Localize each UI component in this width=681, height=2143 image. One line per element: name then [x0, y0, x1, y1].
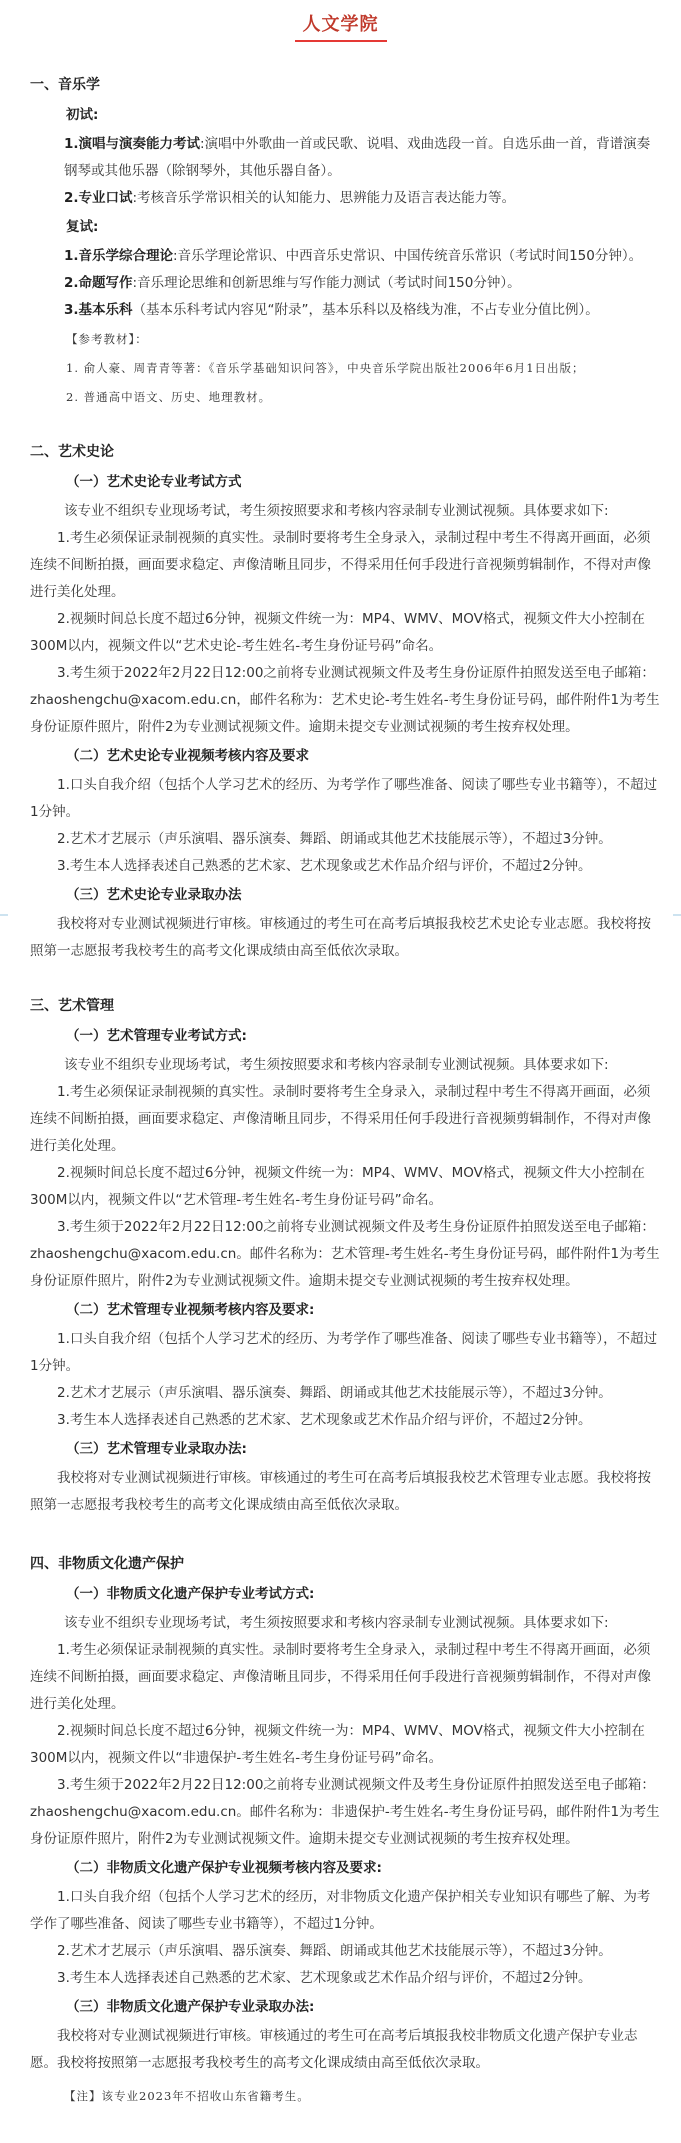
edge-mark-left: [0, 914, 8, 916]
music-item-1: [30, 131, 660, 185]
paragraph: 3.考生须于2022年2月22日12:00之前将专业测试视频文件及考生身份证原件拍照发送至电子邮箱：zhaoshengchu@xacom.edu.cn。邮件名称为：非遗保护-考生姓名-考生身份证号码，邮件附件1为考生身份证原件照片，附件2为专业测试视频文件。逾期未提交专业测试视频的考生按弃权处理。: [30, 1777, 660, 1847]
retest-label: 复试:: [66, 219, 99, 235]
subsection-heading: （一）非物质文化遗产保护专业考试方式:: [66, 1586, 315, 1602]
reference-heading: 【参考教材】：: [66, 332, 148, 346]
subsection-heading: （三）艺术史论专业录取办法: [66, 887, 242, 903]
subsection-heading: （三）非物质文化遗产保护专业录取办法:: [66, 1999, 315, 2015]
paragraph: 3.考生须于2022年2月22日12:00之前将专业测试视频文件及考生身份证原件拍照发送至电子邮箱：zhaoshengchu@xacom.edu.cn。邮件名称为：艺术管理-考生姓名-考生身份证号码，邮件附件1为考生身份证原件照片，附件2为专业测试视频文件。逾期未提交专业测试视频的考生按弃权处理。: [30, 1219, 660, 1289]
paragraph: 2.艺术才艺展示（声乐演唱、器乐演奏、舞蹈、朗诵或其他艺术技能展示等），不超过3分钟。: [57, 1385, 612, 1401]
paragraph: 2.视频时间总长度不超过6分钟，视频文件统一为：MP4、WMV、MOV格式，视频文件大小控制在300M以内，视频文件以“艺术史论-考生姓名-考生身份证号码”命名。: [30, 611, 645, 654]
section-art-management-heading: 三、艺术管理: [30, 998, 114, 1014]
retest-item-2: [30, 270, 660, 297]
paragraph: 1.考生必须保证录制视频的真实性。录制时要将考生全身录入，录制过程中考生不得离开画面，必须连续不间断拍摄，画面要求稳定、声像清晰且同步，不得采用任何手段进行音视频剪辑制作，不得对声像进行美化处理。: [30, 530, 651, 600]
item-text: :音乐理论思维和创新思维与写作能力测试（考试时间150分钟）。: [132, 275, 521, 291]
paragraph: 1.口头自我介绍（包括个人学习艺术的经历、为考学作了哪些准备、阅读了哪些专业书籍等），不超过1分钟。: [30, 1331, 658, 1374]
section-art-history-heading: 二、艺术史论: [30, 444, 114, 460]
item-label: 2.专业口试: [64, 190, 133, 206]
paragraph: 3.考生本人选择表述自己熟悉的艺术家、艺术现象或艺术作品介绍与评价，不超过2分钟。: [57, 858, 592, 874]
section-music-heading: 一、音乐学: [30, 77, 100, 93]
paragraph: 2.艺术才艺展示（声乐演唱、器乐演奏、舞蹈、朗诵或其他艺术技能展示等），不超过3分钟。: [57, 831, 612, 847]
paragraph: 3.考生本人选择表述自己熟悉的艺术家、艺术现象或艺术作品介绍与评价，不超过2分钟。: [57, 1970, 592, 1986]
item-text: :考核音乐学常识相关的认知能力、思辨能力及语言表达能力等。: [132, 190, 516, 206]
subsection-heading: （三）艺术管理专业录取办法:: [66, 1441, 247, 1457]
paragraph: 2.视频时间总长度不超过6分钟，视频文件统一为：MP4、WMV、MOV格式，视频文件大小控制在300M以内，视频文件以“非遗保护-考生姓名-考生身份证号码”命名。: [30, 1723, 645, 1766]
paragraph: 2.视频时间总长度不超过6分钟，视频文件统一为：MP4、WMV、MOV格式，视频文件大小控制在300M以内，视频文件以“艺术管理-考生姓名-考生身份证号码”命名。: [30, 1165, 645, 1208]
reference-item-2: 2. 普通高中语文、历史、地理教材。: [66, 390, 272, 404]
subsection-heading: （一）艺术管理专业考试方式:: [66, 1028, 247, 1044]
section-heritage-heading: 四、非物质文化遗产保护: [30, 1556, 184, 1572]
paragraph: 1.考生必须保证录制视频的真实性。录制时要将考生全身录入，录制过程中考生不得离开画面，必须连续不间断拍摄，画面要求稳定、声像清晰且同步，不得采用任何手段进行音视频剪辑制作，不得对声像进行美化处理。: [30, 1642, 651, 1712]
item-text: :演唱中外歌曲一首或民歌、说唱、戏曲选段一首。自选乐曲一首，背谱演奏钢琴或其他乐器（除钢琴外，其他乐器自备）。: [64, 136, 651, 179]
item-text: :音乐学理论常识、中西音乐史常识、中国传统音乐常识（考试时间150分钟）。: [173, 248, 643, 264]
reference-item-1: 1. 俞人豪、周青青等著：《音乐学基础知识问答》，中央音乐学院出版社2006年6月1日出版；: [66, 361, 585, 375]
footnote: 【注】该专业2023年不招收山东省籍考生。: [64, 2089, 310, 2103]
subsection-heading: （一）艺术史论专业考试方式: [66, 474, 242, 490]
paragraph: 1.考生必须保证录制视频的真实性。录制时要将考生全身录入，录制过程中考生不得离开画面，必须连续不间断拍摄，画面要求稳定、声像清晰且同步，不得采用任何手段进行音视频剪辑制作，不得对声像进行美化处理。: [30, 1084, 651, 1154]
retest-item-1: [30, 243, 660, 270]
item-label: 1.音乐学综合理论: [64, 248, 174, 264]
item-label: 2.命题写作: [64, 275, 133, 291]
item-label: 3.基本乐科: [64, 302, 133, 318]
paragraph: 3.考生须于2022年2月22日12:00之前将专业测试视频文件及考生身份证原件拍照发送至电子邮箱：zhaoshengchu@xacom.edu.cn，邮件名称为：艺术史论-考生姓名-考生身份证号码，邮件附件1为考生身份证原件照片，附件2为专业测试视频文件。逾期未提交专业测试视频的考生按弃权处理。: [30, 665, 660, 735]
page-title: 人文学院: [295, 10, 387, 42]
paragraph: 1.口头自我介绍（包括个人学习艺术的经历、为考学作了哪些准备、阅读了哪些专业书籍等），不超过1分钟。: [30, 777, 658, 820]
paragraph: 3.考生本人选择表述自己熟悉的艺术家、艺术现象或艺术作品介绍与评价，不超过2分钟。: [57, 1412, 592, 1428]
paragraph: 该专业不组织专业现场考试，考生须按照要求和考核内容录制专业测试视频。具体要求如下:: [64, 1057, 609, 1073]
subsection-heading: （二）非物质文化遗产保护专业视频考核内容及要求:: [66, 1860, 382, 1876]
paragraph: 我校将对专业测试视频进行审核。审核通过的考生可在高考后填报我校艺术管理专业志愿。我校将按照第一志愿报考我校考生的高考文化课成绩由高至低依次录取。: [30, 1470, 651, 1513]
paragraph: 该专业不组织专业现场考试，考生须按照要求和考核内容录制专业测试视频。具体要求如下:: [64, 1615, 609, 1631]
edge-mark-right: [673, 914, 681, 916]
item-text: （基本乐科考试内容见“附录”，基本乐科以及格线为准，不占专业分值比例）。: [132, 302, 599, 318]
retest-item-3: [30, 297, 660, 324]
paragraph: 1.口头自我介绍（包括个人学习艺术的经历，对非物质文化遗产保护相关专业知识有哪些了解、为考学作了哪些准备、阅读了哪些专业书籍等），不超过1分钟。: [30, 1889, 651, 1932]
paragraph: 2.艺术才艺展示（声乐演唱、器乐演奏、舞蹈、朗诵或其他艺术技能展示等），不超过3分钟。: [57, 1943, 612, 1959]
subsection-heading: （二）艺术管理专业视频考核内容及要求:: [66, 1302, 315, 1318]
paragraph: 该专业不组织专业现场考试，考生须按照要求和考核内容录制专业测试视频。具体要求如下:: [64, 503, 609, 519]
document-body: [30, 60, 660, 2110]
subsection-heading: （二）艺术史论专业视频考核内容及要求: [66, 748, 309, 764]
paragraph: 我校将对专业测试视频进行审核。审核通过的考生可在高考后填报我校非物质文化遗产保护专业志愿。我校将按照第一志愿报考我校考生的高考文化课成绩由高至低依次录取。: [30, 2028, 638, 2071]
item-label: 1.演唱与演奏能力考试: [64, 136, 201, 152]
paragraph: 我校将对专业测试视频进行审核。审核通过的考生可在高考后填报我校艺术史论专业志愿。我校将按照第一志愿报考我校考生的高考文化课成绩由高至低依次录取。: [30, 916, 651, 959]
title-area: [0, 10, 681, 42]
music-item-2: [30, 185, 660, 212]
preliminary-exam-label: 初试:: [66, 107, 99, 123]
